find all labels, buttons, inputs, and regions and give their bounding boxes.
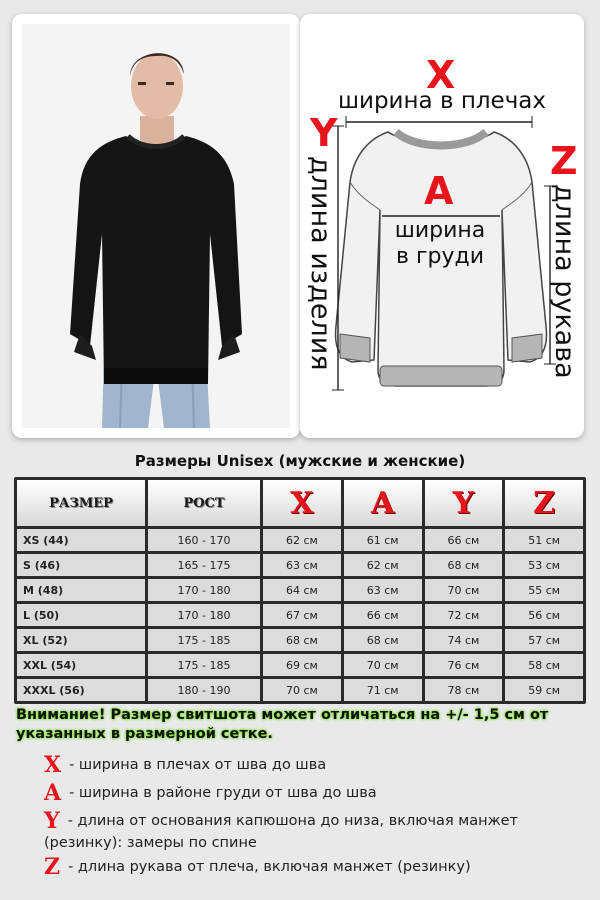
legend-item-y: [44, 810, 544, 854]
cell-height: 160 - 170: [148, 529, 260, 551]
cell-a: 70 см: [344, 654, 422, 676]
a-label-line1: ширина: [394, 218, 486, 243]
cell-z: 56 см: [505, 604, 583, 626]
cell-x: 69 см: [263, 654, 341, 676]
cell-height: 170 - 180: [148, 604, 260, 626]
z-letter: Z: [550, 139, 578, 183]
cell-z: 57 см: [505, 629, 583, 651]
legend-text-x: - ширина в плечах от шва до шва: [69, 757, 327, 773]
x-label: ширина в плечах: [337, 88, 547, 114]
table-row: [17, 529, 583, 551]
legend-item-x: [44, 754, 544, 776]
cell-x: 70 см: [263, 679, 341, 701]
header-x: X: [263, 480, 341, 526]
cell-z: 53 см: [505, 554, 583, 576]
table-row: [17, 579, 583, 601]
legend-letter-a: A: [44, 780, 62, 806]
cell-y: 70 см: [425, 579, 503, 601]
cell-y: 78 см: [425, 679, 503, 701]
header-z: Z: [505, 480, 583, 526]
cell-y: 72 см: [425, 604, 503, 626]
cell-x: 62 см: [263, 529, 341, 551]
cell-size: M (48): [17, 579, 145, 601]
legend-letter-x: X: [44, 752, 62, 778]
legend-text-a: - ширина в районе груди от шва до шва: [69, 785, 377, 801]
header-y: Y: [425, 480, 503, 526]
cell-height: 175 - 185: [148, 629, 260, 651]
cell-z: 55 см: [505, 579, 583, 601]
legend-text-z: - длина рукава от плеча, включая манжет (резинку): [68, 859, 471, 875]
header-height: РОСТ: [148, 480, 260, 526]
table-title: Размеры Unisex (мужские и женские): [134, 452, 466, 470]
cell-height: 170 - 180: [148, 579, 260, 601]
cell-height: 180 - 190: [148, 679, 260, 701]
cell-size: XS (44): [17, 529, 145, 551]
cell-x: 68 см: [263, 629, 341, 651]
y-letter: Y: [310, 111, 338, 155]
table-row: [17, 629, 583, 651]
cell-z: 51 см: [505, 529, 583, 551]
cell-y: 74 см: [425, 629, 503, 651]
cell-a: 66 см: [344, 604, 422, 626]
y-label: длина изделия: [305, 156, 336, 371]
size-table: [14, 477, 586, 704]
model-photo-card: [12, 14, 300, 438]
header-a: A: [344, 480, 422, 526]
cell-size: XXXL (56): [17, 679, 145, 701]
model-photo: [22, 24, 290, 428]
cell-y: 66 см: [425, 529, 503, 551]
legend-text-y: - длина от основания капюшона до низа, включая манжет (резинку): замеры по спине: [44, 813, 519, 851]
legend-letter-y: Y: [44, 808, 60, 834]
cell-x: 63 см: [263, 554, 341, 576]
cell-size: L (50): [17, 604, 145, 626]
cell-a: 71 см: [344, 679, 422, 701]
cell-a: 62 см: [344, 554, 422, 576]
measurement-diagram-card: [300, 14, 584, 438]
size-table-header: [17, 480, 583, 526]
cell-x: 67 см: [263, 604, 341, 626]
cell-z: 58 см: [505, 654, 583, 676]
cell-z: 59 см: [505, 679, 583, 701]
cell-size: S (46): [17, 554, 145, 576]
a-label: [370, 218, 510, 270]
legend-item-a: [44, 782, 544, 804]
cell-a: 68 см: [344, 629, 422, 651]
table-row: [17, 654, 583, 676]
legend-item-z: [44, 856, 544, 878]
cell-size: XXL (54): [17, 654, 145, 676]
table-row: [17, 679, 583, 701]
cell-y: 76 см: [425, 654, 503, 676]
cell-size: XL (52): [17, 629, 145, 651]
cell-y: 68 см: [425, 554, 503, 576]
z-label: длина рукава: [549, 184, 580, 379]
a-letter: A: [424, 169, 454, 213]
cell-a: 61 см: [344, 529, 422, 551]
header-size: РАЗМЕР: [17, 480, 145, 526]
a-label-line2: в груди: [395, 244, 484, 269]
cell-x: 64 см: [263, 579, 341, 601]
warning-note: Внимание! Размер свитшота может отличаться на +/- 1,5 см от указанных в размерной сетке.: [16, 707, 549, 742]
x-letter: X: [426, 53, 456, 97]
cell-height: 175 - 185: [148, 654, 260, 676]
legend-letter-z: Z: [44, 854, 61, 880]
cell-a: 63 см: [344, 579, 422, 601]
table-row: [17, 604, 583, 626]
table-row: [17, 554, 583, 576]
cell-height: 165 - 175: [148, 554, 260, 576]
